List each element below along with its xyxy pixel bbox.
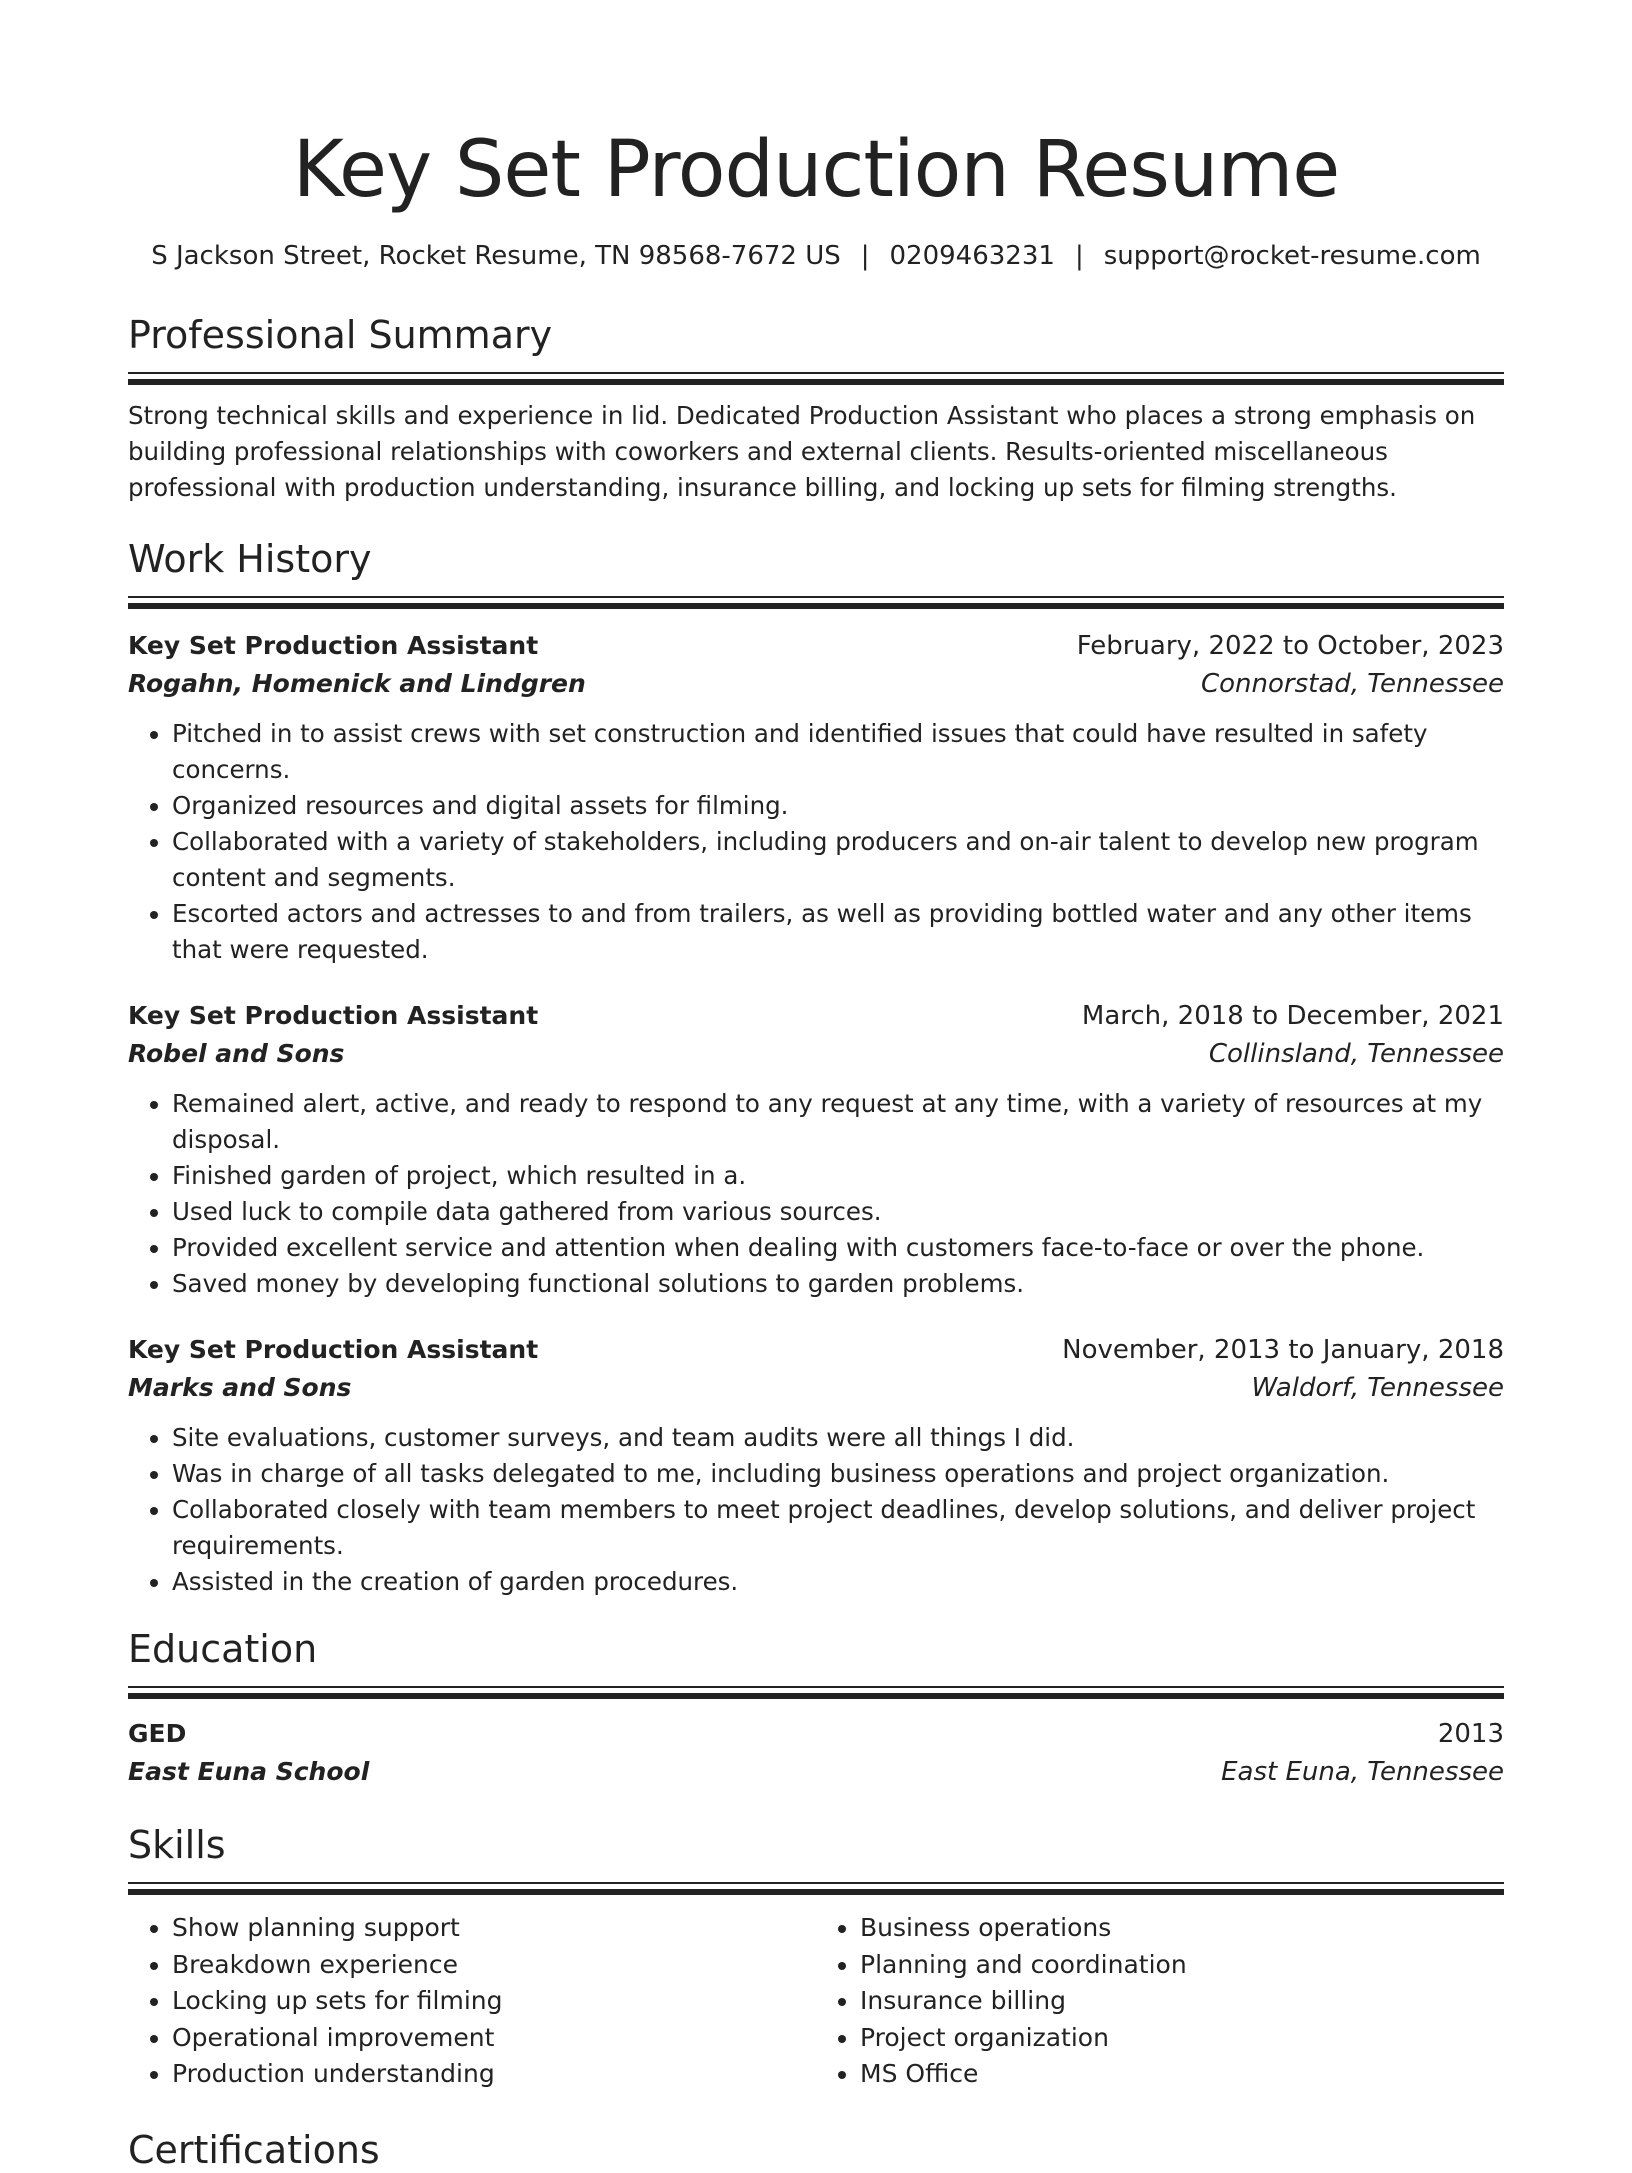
- job-title: Key Set Production Assistant: [128, 1335, 539, 1364]
- summary-section: [128, 312, 1504, 506]
- job-bullets: [128, 1420, 1504, 1600]
- job-entry: [128, 998, 1504, 1302]
- education-year: 2013: [1437, 1719, 1504, 1749]
- job-title: Key Set Production Assistant: [128, 631, 539, 660]
- skill-item: • Locking up sets for filming: [172, 1983, 816, 2020]
- section-heading-certifications: Certifications: [128, 2127, 380, 2172]
- job-bullet: • Provided excellent service and attention when dealing with customers face-to-face or over the phone.: [172, 1230, 1504, 1266]
- job-entry: [128, 1332, 1504, 1600]
- skill-item: • MS Office: [860, 2056, 1504, 2093]
- job-location: Waldorf, Tennessee: [1251, 1373, 1504, 1403]
- job-bullet: • Collaborated with a variety of stakeholders, including producers and on-air talent to develop new program content and segments.: [172, 824, 1504, 896]
- education-school: East Euna School: [128, 1757, 370, 1786]
- job-location: Connorstad, Tennessee: [1200, 669, 1504, 699]
- job-bullet: • Collaborated closely with team members to meet project deadlines, develop solutions, and deliver project requirements.: [172, 1492, 1504, 1564]
- section-heading-work-history: Work History: [128, 537, 372, 581]
- skills-columns: [128, 1910, 1504, 2093]
- job-company: Robel and Sons: [128, 1039, 345, 1068]
- skills-list-left: [128, 1910, 816, 2093]
- job-location: Collinsland, Tennessee: [1208, 1039, 1504, 1069]
- job-title: Key Set Production Assistant: [128, 1001, 539, 1030]
- job-bullet: • Remained alert, active, and ready to respond to any request at any time, with a variety of resources at my disposal.: [172, 1086, 1504, 1158]
- job-bullet: • Assisted in the creation of garden procedures.: [172, 1564, 1504, 1600]
- contact-address: S Jackson Street, Rocket Resume, TN 98568-7672 US: [151, 241, 841, 271]
- contact-separator: |: [1074, 241, 1084, 271]
- job-bullet: • Organized resources and digital assets for filming.: [172, 788, 1504, 824]
- education-degree: GED: [128, 1719, 187, 1748]
- skill-item: • Show planning support: [172, 1910, 816, 1947]
- skills-section: [128, 1822, 1504, 2093]
- section-heading-skills: Skills: [128, 1823, 226, 1867]
- job-dates: March, 2018 to December, 2021: [1081, 1001, 1504, 1031]
- job-bullet: • Saved money by developing functional solutions to garden problems.: [172, 1266, 1504, 1302]
- contact-phone: 0209463231: [889, 241, 1055, 271]
- job-bullets: [128, 716, 1504, 968]
- resume-page: [128, 118, 1504, 2173]
- job-bullet: • Used luck to compile data gathered from various sources.: [172, 1194, 1504, 1230]
- job-bullet: • Finished garden of project, which resulted in a.: [172, 1158, 1504, 1194]
- resume-title: Key Set Production Resume: [292, 125, 1340, 215]
- education-section: [128, 1626, 1504, 1792]
- contact-separator: |: [860, 241, 870, 271]
- section-heading-summary: Professional Summary: [128, 313, 553, 357]
- skill-item: • Insurance billing: [860, 1983, 1504, 2020]
- job-bullet: • Pitched in to assist crews with set construction and identified issues that could have resulted in safety concerns.: [172, 716, 1504, 788]
- skill-item: • Breakdown experience: [172, 1947, 816, 1984]
- education-entry: [128, 1716, 1504, 1792]
- section-divider: [128, 372, 1504, 384]
- skill-item: • Planning and coordination: [860, 1947, 1504, 1984]
- education-location: East Euna, Tennessee: [1221, 1757, 1504, 1787]
- section-divider: [128, 596, 1504, 608]
- section-heading-education: Education: [128, 1627, 318, 1671]
- job-company: Rogahn, Homenick and Lindgren: [128, 669, 586, 698]
- job-company: Marks and Sons: [128, 1373, 352, 1402]
- job-bullet: • Escorted actors and actresses to and from trailers, as well as providing bottled water and any other items that were requested.: [172, 896, 1504, 968]
- job-entry: [128, 628, 1504, 968]
- job-bullet: • Was in charge of all tasks delegated to me, including business operations and project organization.: [172, 1456, 1504, 1492]
- summary-text: Strong technical skills and experience in lid. Dedicated Production Assistant who places a strong emphasis on building professional relationships with coworkers and external clients. Results-oriented miscellaneous professional with production understanding, insurance billing, and locking up sets for filming strengths.: [128, 401, 1476, 502]
- work-history-section: [128, 536, 1504, 1600]
- job-bullets: [128, 1086, 1504, 1302]
- job-bullet: • Site evaluations, customer surveys, and team audits were all things I did.: [172, 1420, 1504, 1456]
- contact-line: [128, 238, 1504, 274]
- skill-item: • Production understanding: [172, 2056, 816, 2093]
- skill-item: • Operational improvement: [172, 2020, 816, 2057]
- skill-item: • Project organization: [860, 2020, 1504, 2057]
- job-dates: November, 2013 to January, 2018: [1062, 1335, 1504, 1365]
- section-divider: [128, 1882, 1504, 1894]
- section-divider: [128, 1686, 1504, 1698]
- job-dates: February, 2022 to October, 2023: [1076, 631, 1504, 661]
- certifications-section: [128, 2127, 1504, 2173]
- skill-item: • Business operations: [860, 1910, 1504, 1947]
- skills-list-right: [816, 1910, 1504, 2093]
- contact-email: support@rocket-resume.com: [1103, 241, 1481, 271]
